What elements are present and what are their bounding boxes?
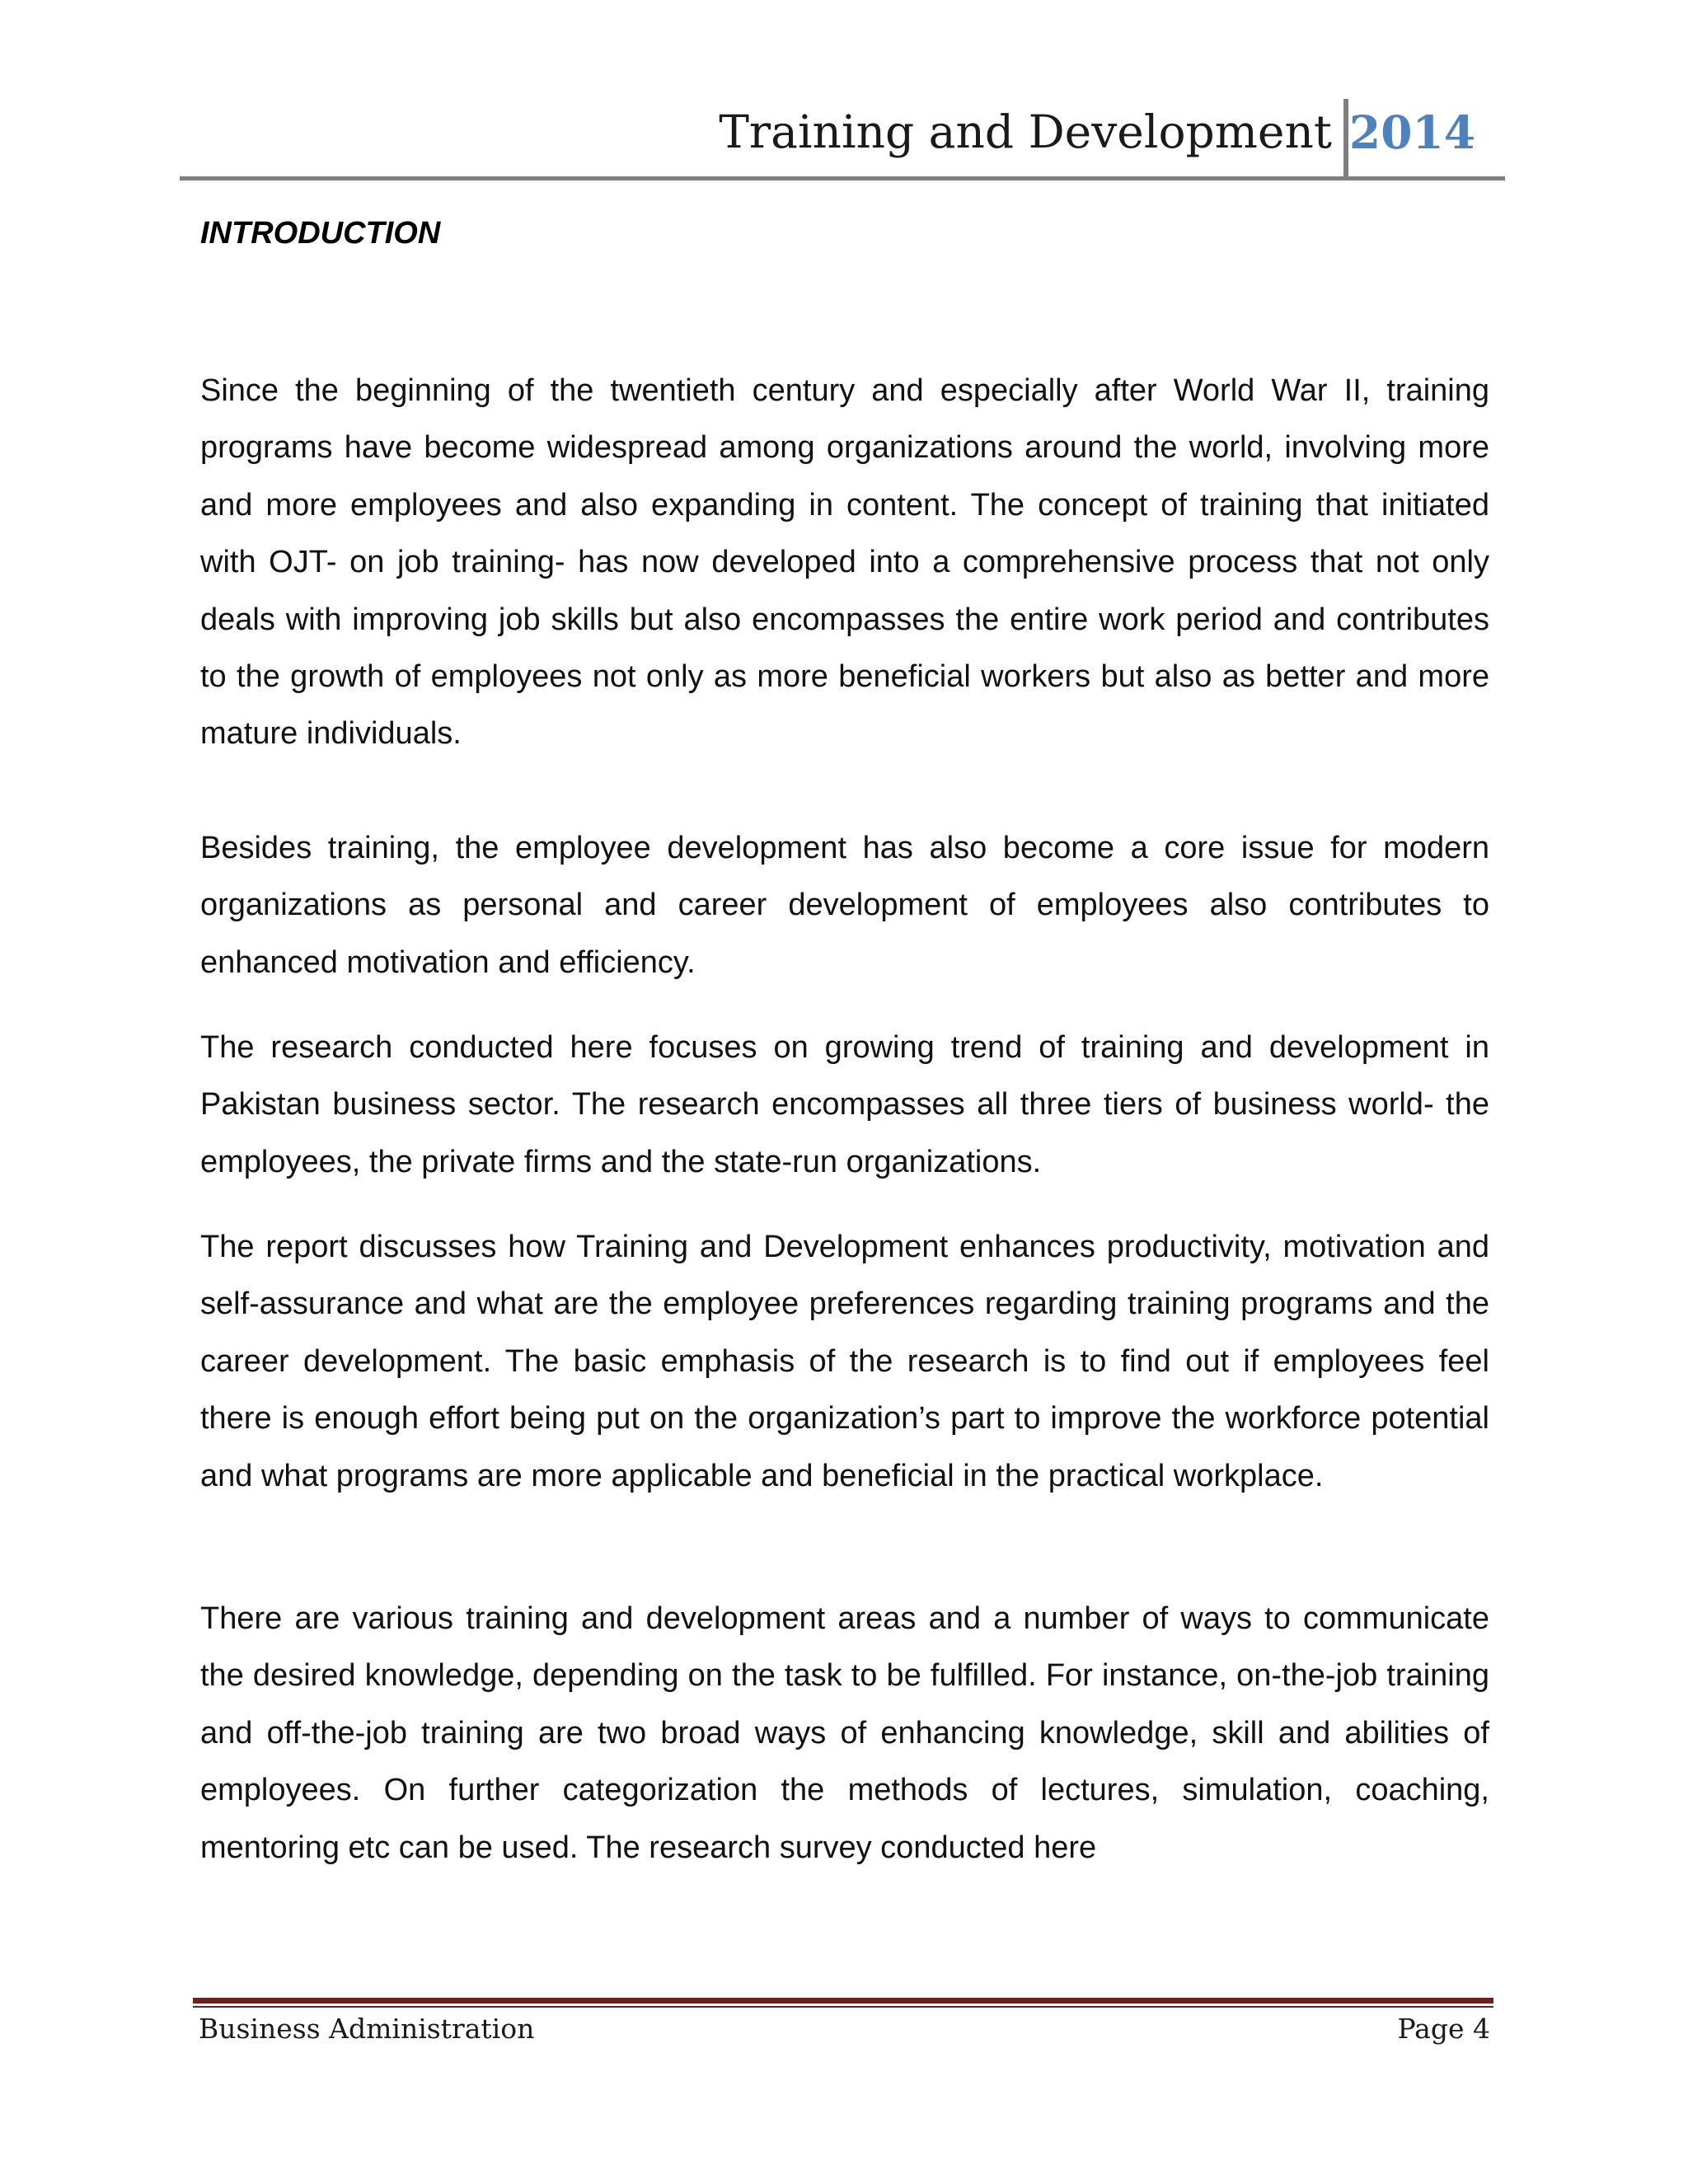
- header-title: Training and Development: [719, 105, 1332, 158]
- paragraph-4: The report discusses how Training and Development enhances productivity, motivation and self-assurance and what are the employee preferences regarding training programs and the career development. The basic emphasis of the research is to find out if employees feel there is enough effort being put on the organization’s part to improve the workforce potential and what programs are more applicable and beneficial in the practical workplace.: [200, 1230, 1489, 1493]
- paragraph-5: There are various training and development areas and a number of ways to communicate the desired knowledge, depending on the task to be fulfilled. For instance, on-the-job training and off-the-job training are two broad ways of enhancing knowledge, skill and abilities of employees. On further categorization the methods of lectures, simulation, coaching, mentoring etc can be used. The research survey conducted here: [200, 1601, 1489, 1865]
- footer-rule-thin: [193, 2006, 1493, 2008]
- header-rule: [180, 176, 1505, 180]
- page-header: [180, 99, 1505, 181]
- header-separator: [1343, 99, 1348, 178]
- paragraph-2: Besides training, the employee development has also become a core issue for modern organizations as personal and career development of employees also contributes to enhanced motivation and efficiency.: [200, 831, 1489, 980]
- header-year: 2014: [1348, 105, 1475, 159]
- page-body: [200, 214, 1489, 1865]
- paragraph-1: Since the beginning of the twentieth century and especially after World War II, training programs have become widespread among organizations around the world, involving more and more employees and also expanding in content. The concept of training that initiated with OJT- on job training- has now developed into a comprehensive process that not only deals with improving job skills but also encompasses the entire work period and contributes to the growth of employees not only as more beneficial workers but also as better and more mature individuals.: [200, 373, 1489, 752]
- paragraph-3: The research conducted here focuses on growing trend of training and development in Pakistan business sector. The research encompasses all three tiers of business world- the employees, the private firms and the state-run organizations.: [200, 1030, 1489, 1179]
- footer-rule: [193, 1998, 1493, 2004]
- section-heading: INTRODUCTION: [200, 216, 441, 251]
- footer-department: Business Administration: [199, 2013, 535, 2045]
- page-number: Page 4: [1397, 2013, 1490, 2045]
